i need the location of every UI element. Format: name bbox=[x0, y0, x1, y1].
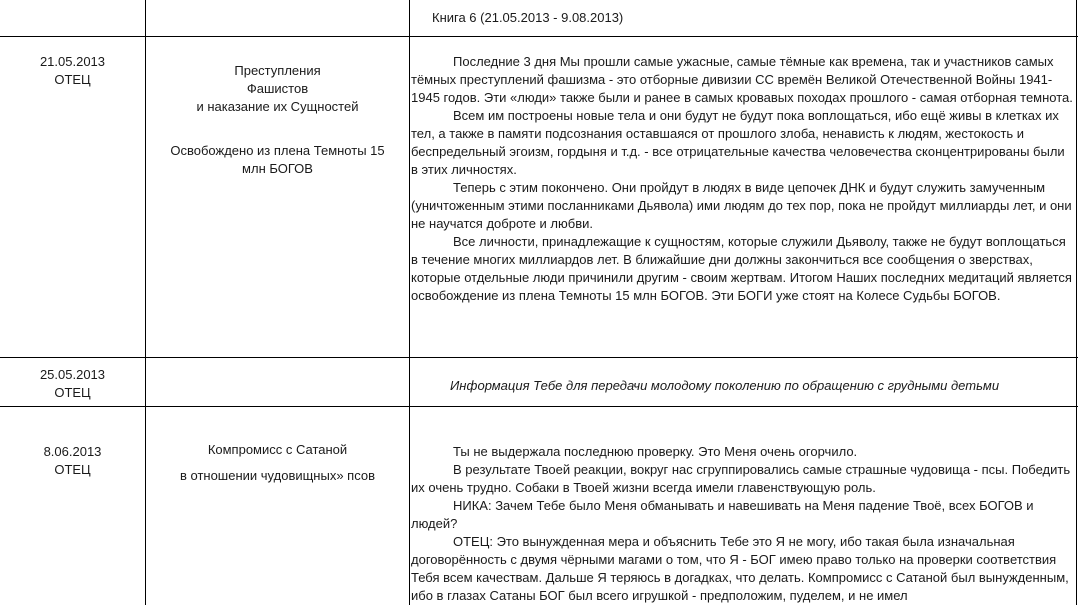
entry-date: 25.05.2013 bbox=[39, 367, 106, 382]
topic-line: Компромисс с Сатаной bbox=[207, 442, 348, 457]
topic-line: в отношении чудовищных» псов bbox=[179, 468, 375, 483]
entry-date-cell bbox=[0, 53, 145, 89]
entry-date-cell bbox=[0, 366, 145, 402]
row-divider bbox=[0, 36, 1078, 37]
entry-author: ОТЕЦ bbox=[54, 385, 91, 400]
content-paragraph: Все личности, принадлежащие к сущностям, которые служили Дьяволу, также не будут воплощаться в течение многих миллиардов лет. В ближайшие дни должны закончиться все сообщения о зверствах, которые отдельные люди причинили другим - своим жертвам. Итогом Наших последних медитаций является освобождение из плена Темноты 15 млн БОГОВ. Эти БОГИ уже стоят на Колесе Судьбы БОГОВ. bbox=[411, 234, 1072, 303]
entry-content-link: Информация Тебе для передачи молодому поколению по обращению с грудными детьми bbox=[450, 378, 1000, 393]
entry-content bbox=[411, 443, 1073, 605]
topic-line: Фашистов bbox=[246, 81, 309, 96]
content-paragraph: Последние 3 дня Мы прошли самые ужасные, самые тёмные как времена, так и участников самых тёмных преступлений фашизма - это отборные дивизии СС времён Великой Отечественной Войны 1941-1945 годов. Эти «люди» также были и ранее в самых кровавых походах прошлого - самая отборная темнота. bbox=[411, 54, 1073, 105]
content-paragraph: Теперь с этим покончено. Они пройдут в людях в виде цепочек ДНК и будут служить замученным (уничтоженным этими посланниками Дьявола) ими людям до тех пор, пока не пройдут миллиарды лет, и они не научатся доброте и любви. bbox=[411, 180, 1072, 231]
row-divider bbox=[0, 357, 1078, 358]
entry-content bbox=[411, 53, 1073, 305]
book-title: Книга 6 (21.05.2013 - 9.08.2013) bbox=[432, 10, 624, 25]
row-divider bbox=[0, 406, 1078, 407]
topic-line: и наказание их Сущностей bbox=[196, 99, 359, 114]
entry-date: 21.05.2013 bbox=[39, 54, 106, 69]
entry-author: ОТЕЦ bbox=[54, 72, 91, 87]
entry-topic-cell bbox=[146, 441, 409, 485]
content-paragraph: НИКА: Зачем Тебе было Меня обманывать и навешивать на Меня падение Твоё, всех БОГОВ и людей? bbox=[411, 498, 1034, 531]
topic-extra: Освобождено из плена Темноты 15 млн БОГОВ bbox=[170, 143, 385, 176]
content-paragraph: ОТЕЦ: Это вынужденная мера и объяснить Тебе это Я не могу, ибо такая была изначальная договорённость с двумя чёрными магами о том, что Я - БОГ имею право только на проверки соответствия Тебя всем качествам. Дальше Я теряюсь в догадках, что делать. Компромисс с Сатаной был вынужденным, ибо в глазах Сатаны БОГ был всего игрушкой - предположим, пуделем, и не имел bbox=[411, 534, 1069, 603]
column-divider bbox=[1076, 0, 1077, 605]
entry-date: 8.06.2013 bbox=[43, 444, 102, 459]
column-divider bbox=[409, 0, 410, 605]
entry-topic-cell bbox=[146, 62, 409, 178]
content-paragraph: В результате Твоей реакции, вокруг нас сгруппировались самые страшные чудовища - псы. Победить их очень трудно. Собаки в Твоей жизни всегда имели главенствующую роль. bbox=[411, 462, 1071, 495]
entry-author: ОТЕЦ bbox=[54, 462, 91, 477]
content-paragraph: Ты не выдержала последнюю проверку. Это Меня очень огорчило. bbox=[453, 444, 858, 459]
entry-date-cell bbox=[0, 443, 145, 479]
topic-line: Преступления bbox=[234, 63, 321, 78]
content-paragraph: Всем им построены новые тела и они будут не будут пока воплощаться, ибо ещё живы в клетках их тел, а также в памяти подсознания оставшаяся от прошлого злоба, ненависть к людям, жестокость и беспредельный эгоизм, гордыня и т.д. - все отрицательные качества человечества сконцентрированы были в этих личностях. bbox=[411, 108, 1065, 177]
